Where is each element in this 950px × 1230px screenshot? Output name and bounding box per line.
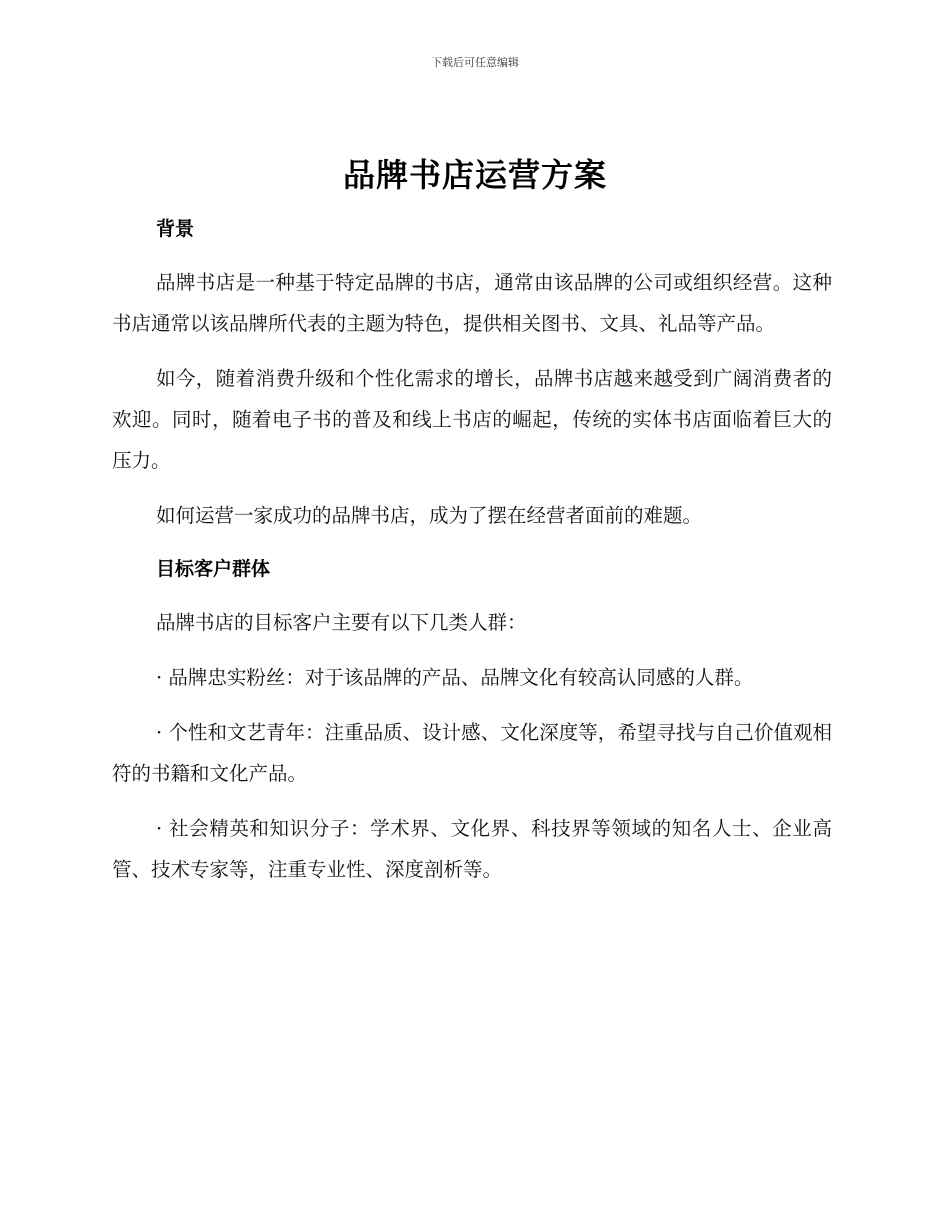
paragraph: 如今，随着消费升级和个性化需求的增长，品牌书店越来越受到广阔消费者的欢迎。同时，随着电子书的普及和线上书店的崛起，传统的实体书店面临着巨大的压力。 [112, 367, 832, 472]
bullet-item: · 品牌忠实粉丝：对于该品牌的产品、品牌文化有较高认同感的人群。 [156, 666, 754, 689]
section-heading-target-customers: 目标客户群体 [156, 558, 271, 580]
section-heading-background: 背景 [156, 218, 195, 240]
document-title: 品牌书店运营方案 [342, 156, 607, 194]
bullet-item: · 社会精英和知识分子：学术界、文化界、科技界等领域的知名人士、企业高管、技术专家等，注重专业性、深度剖析等。 [112, 817, 832, 881]
document-body [112, 200, 832, 890]
bullet-item: · 个性和文艺青年：注重品质、设计感、文化深度等，希望寻找与自己价值观相符的书籍和文化产品。 [112, 721, 832, 785]
paragraph: 品牌书店的目标客户主要有以下几类人群： [156, 611, 527, 634]
header-note: 下载后可任意编辑 [431, 56, 519, 69]
paragraph: 如何运营一家成功的品牌书店，成为了摆在经营者面前的难题。 [156, 504, 703, 527]
paragraph: 品牌书店是一种基于特定品牌的书店，通常由该品牌的公司或组织经营。这种书店通常以该品牌所代表的主题为特色，提供相关图书、文具、礼品等产品。 [112, 271, 832, 335]
